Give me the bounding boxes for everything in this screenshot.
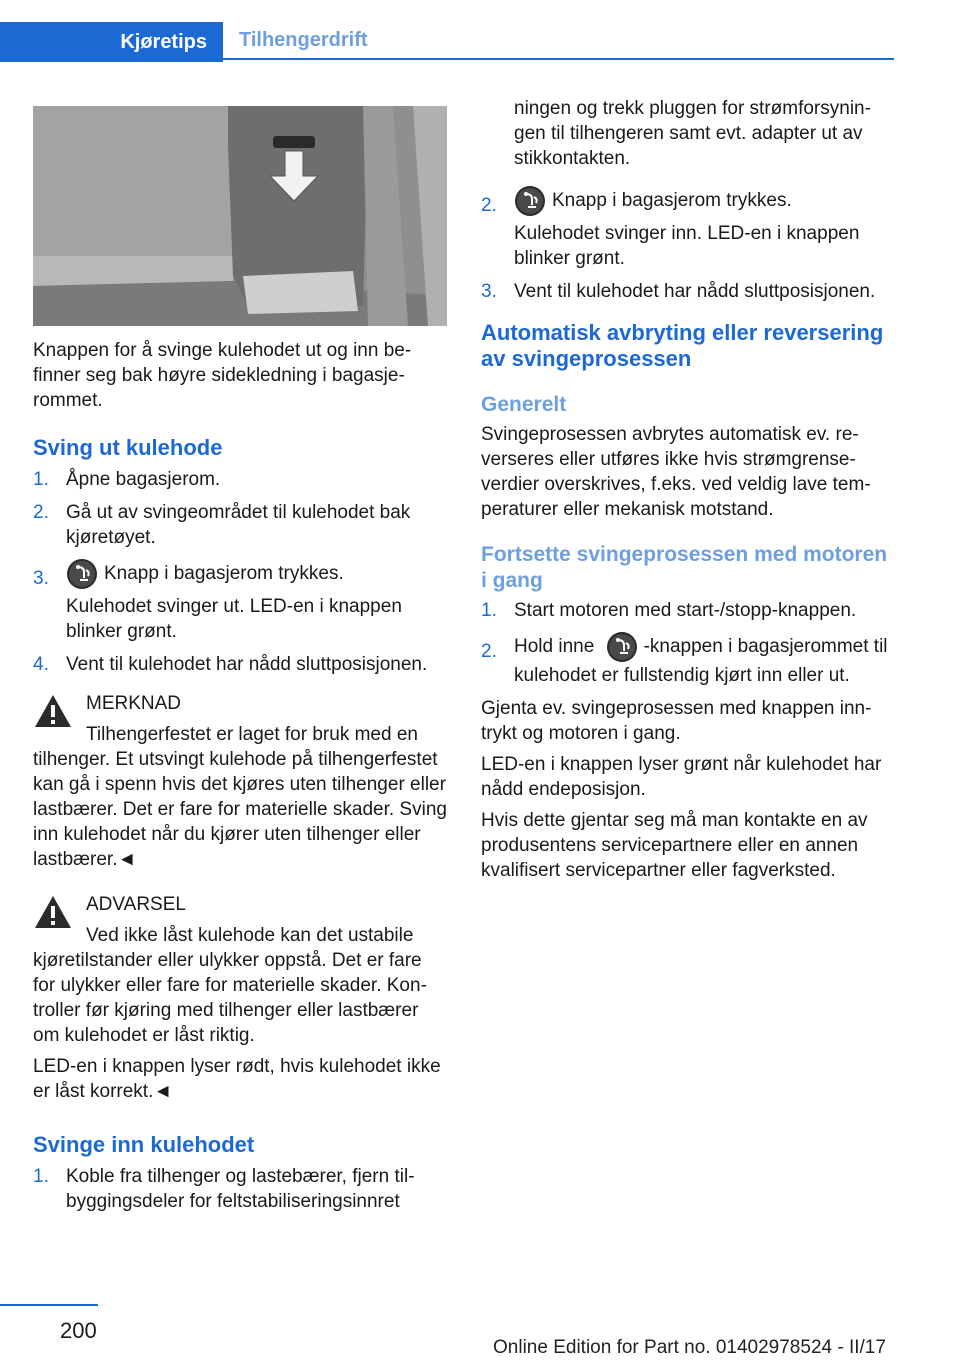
footer-rule bbox=[0, 1304, 98, 1306]
note-body: tilhenger. Et utsvingt kulehode på tilhengerfestet kan gå i spenn hvis det kjøres uten tilhenger eller lastbærer. Det er fare for materielle skader. Sving inn kulehodet når du kjører uten tilhenger eller lastbærer.◄ bbox=[33, 749, 447, 870]
warning-first-line: Ved ikke låst kulehode kan det ustabile bbox=[86, 925, 414, 946]
step-number: 1. bbox=[33, 1166, 49, 1187]
header-tabs bbox=[0, 22, 894, 62]
step-text: Knapp i bagasjerom trykkes. bbox=[104, 563, 344, 585]
list-item bbox=[33, 558, 447, 644]
step-text: Åpne bagasjerom. bbox=[66, 469, 221, 490]
tab-kjoretips[interactable]: Kjøretips bbox=[0, 22, 223, 62]
list-item bbox=[481, 279, 895, 304]
list-item bbox=[481, 598, 895, 623]
section-title-sving-ut: Sving ut kulehode bbox=[33, 435, 223, 460]
edition-text: Online Edition for Part no. 01402978524 - II/17 bbox=[493, 1337, 886, 1358]
subheading-fortsette: Fortsette svingeprosessen med motoren i gang bbox=[481, 543, 888, 592]
step-number: 2. bbox=[481, 641, 497, 662]
warning-body-2: LED-en i knappen lyser rødt, hvis kulehodet ikke er låst korrekt.◄ bbox=[33, 1056, 441, 1102]
caption: Knappen for å svinge kulehodet ut og inn befinner seg bak høyre sidekledning i bagasjerommet. bbox=[33, 340, 412, 411]
list-item bbox=[33, 1164, 447, 1214]
trailer-hitch-button-icon bbox=[66, 558, 98, 590]
paragraph-2: LED-en i knappen lyser grønt når kulehodet har nådd endeposisjon. bbox=[481, 754, 882, 800]
list-item bbox=[33, 652, 447, 677]
section-title-svinge-inn: Svinge inn kulehodet bbox=[33, 1132, 255, 1157]
steps-fortsette bbox=[481, 598, 895, 688]
trunk-photo bbox=[33, 106, 447, 326]
step-text: Start motoren med start-/stopp-knappen. bbox=[514, 600, 857, 621]
step-pre-text: Hold inne bbox=[514, 636, 595, 658]
note-label: MERKNAD bbox=[86, 693, 182, 714]
steps-sving-ut bbox=[33, 467, 447, 677]
page-number: 200 bbox=[60, 1318, 97, 1343]
step-text: Knapp i bagasjerom trykkes. bbox=[552, 190, 792, 212]
trailer-hitch-button-icon bbox=[514, 185, 546, 217]
step-number: 3. bbox=[33, 568, 49, 589]
left-column bbox=[33, 106, 447, 1222]
list-item bbox=[33, 500, 447, 550]
warning-body: kjøretilstander eller ulykker oppstå. Det er fare for ulykker eller fare for materielle skader. Kontroller før kjøring med tilhenger eller lastbærer om kulehodet er låst riktig. bbox=[33, 950, 427, 1046]
warning-block bbox=[33, 892, 447, 1104]
step-number: 1. bbox=[481, 600, 497, 621]
warning-label: ADVARSEL bbox=[86, 894, 186, 915]
step-number: 2. bbox=[33, 502, 49, 523]
step-text: Koble fra tilhenger og lastebærer, fjern tilbyggingsdeler for feltstabiliseringsinnret bbox=[66, 1166, 415, 1212]
list-item bbox=[481, 185, 895, 271]
step-number: 3. bbox=[481, 281, 497, 302]
step-number: 1. bbox=[33, 469, 49, 490]
tab-tilhengerdrift[interactable]: Tilhengerdrift bbox=[223, 22, 894, 60]
steps-svinge-inn bbox=[33, 1164, 447, 1214]
step-text: Gå ut av svingeområdet til kulehodet bak kjøretøyet. bbox=[66, 502, 411, 548]
paragraph-1: Gjenta ev. svingeprosessen med knappen inntrykt og motoren i gang. bbox=[481, 698, 872, 744]
list-item bbox=[33, 467, 447, 492]
step-text: Vent til kulehodet har nådd sluttposisjonen. bbox=[514, 281, 876, 302]
step-extra: Kulehodet svinger inn. LED-en i knappen blinker grønt. bbox=[514, 223, 860, 269]
warning-triangle-icon bbox=[33, 693, 73, 729]
heading-automatisk: Automatisk avbryting eller reversering av svingeprosessen bbox=[481, 320, 884, 371]
step-continuation: ningen og trekk pluggen for strømforsyningen til tilhengeren samt evt. adapter ut av stikkontakten. bbox=[514, 98, 871, 169]
note-block bbox=[33, 691, 447, 872]
step-number: 4. bbox=[33, 654, 49, 675]
trailer-hitch-button-icon bbox=[606, 631, 638, 663]
step-text: Vent til kulehodet har nådd sluttposisjonen. bbox=[66, 654, 428, 675]
note-first-line: Tilhengerfestet er laget for bruk med en bbox=[86, 724, 418, 745]
subheading-generelt: Generelt bbox=[481, 393, 567, 416]
step-number: 2. bbox=[481, 195, 497, 216]
warning-triangle-icon bbox=[33, 894, 73, 930]
generelt-text: Svingeprosessen avbrytes automatisk ev. reverseres eller utføres ikke hvis strømgrenseverdier overskrives, f.eks. ved veldig lave temperaturer eller mekanisk motstand. bbox=[481, 424, 871, 520]
list-item bbox=[481, 631, 895, 688]
paragraph-3: Hvis dette gjentar seg må man kontakte en av produsentens servicepartnere eller en annen kvalifisert servicepartner eller fagverksted. bbox=[481, 810, 868, 881]
step-text: -knappen i bagasjerommet til kulehodet er fullstendig kjørt inn eller ut. bbox=[514, 636, 888, 686]
steps-svinge-inn-cont bbox=[481, 185, 895, 304]
step-extra: Kulehodet svinger ut. LED-en i knappen blinker grønt. bbox=[66, 596, 402, 642]
right-column bbox=[481, 96, 895, 889]
